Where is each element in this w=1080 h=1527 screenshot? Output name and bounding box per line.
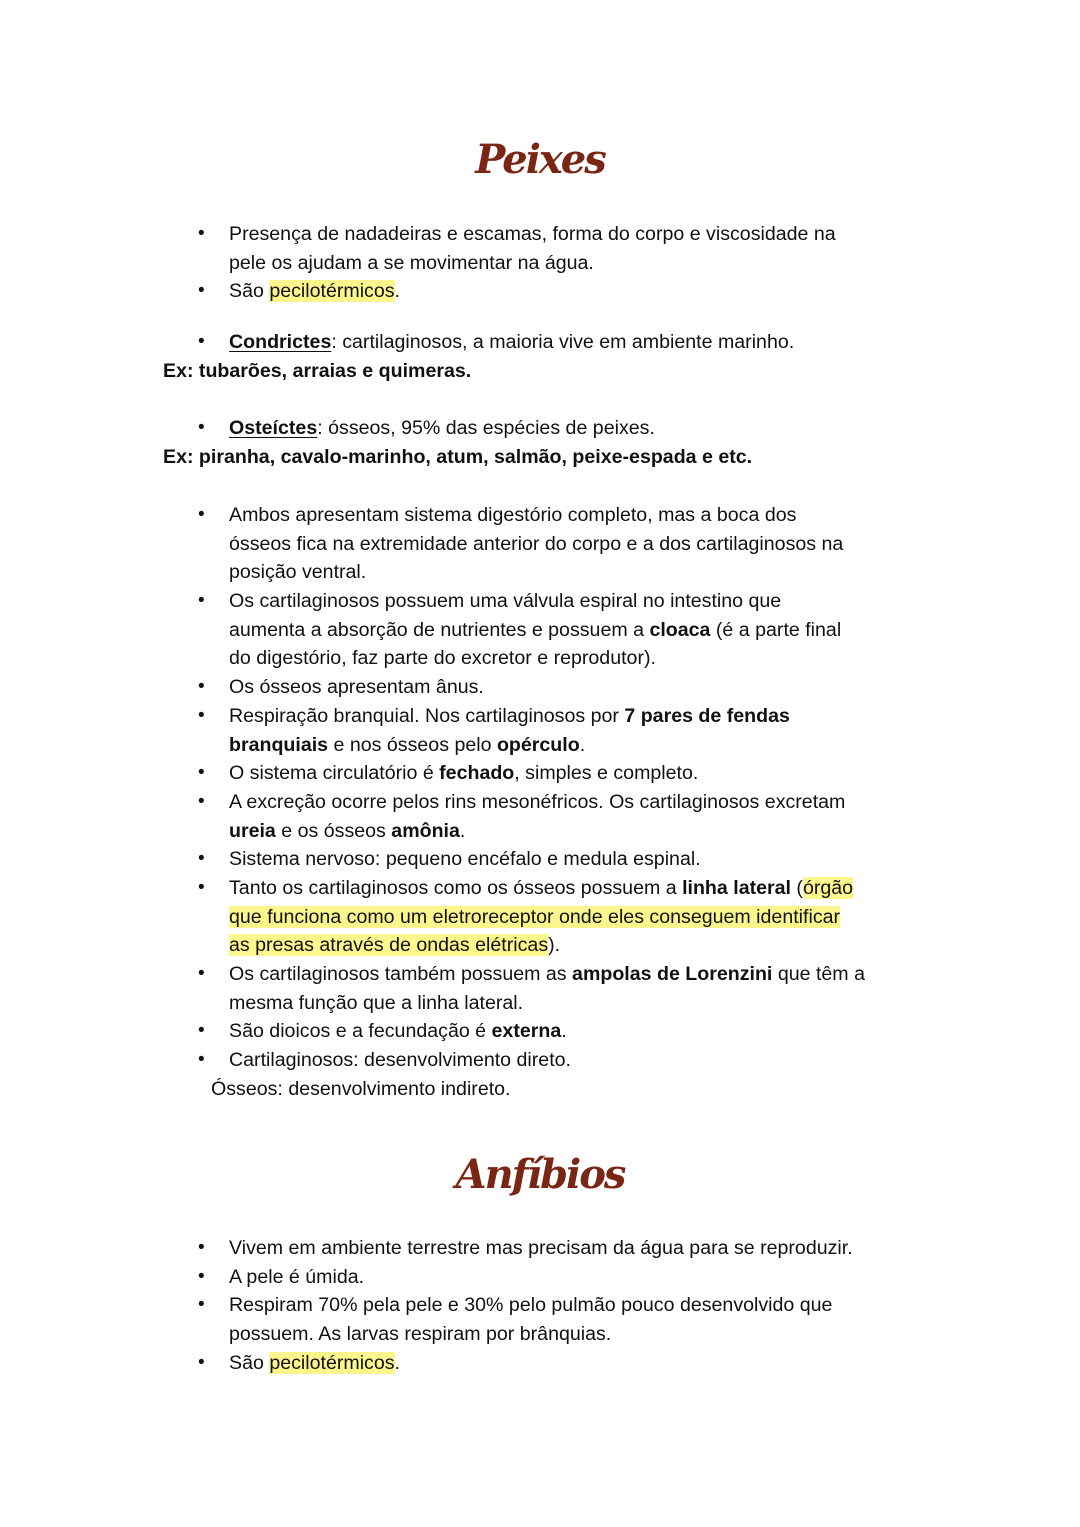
- list-item-line: [0, 1017, 1080, 1046]
- list-item-line: [0, 1075, 1080, 1104]
- list-item-line: [0, 616, 1080, 645]
- list-item-line: [0, 587, 1080, 616]
- text-segment: Cartilaginosos: desenvolvimento direto.: [229, 1049, 571, 1072]
- bullet-icon: •: [198, 331, 205, 352]
- list-item-line: [0, 501, 1080, 530]
- list-item-line: [0, 903, 1080, 932]
- bullet-list: [0, 220, 1080, 306]
- text-segment: ósseos fica na extremidade anterior do corpo e a dos cartilaginosos na: [229, 532, 844, 555]
- text-segment: .: [579, 733, 586, 756]
- line-text: [229, 731, 585, 760]
- line-text: [229, 587, 781, 616]
- list-item-line: [0, 328, 1080, 357]
- text-segment: mesma função que a linha lateral.: [229, 991, 524, 1014]
- line-text: [229, 558, 366, 587]
- line-text: [229, 702, 790, 731]
- line-text: [229, 501, 796, 530]
- bold-text: branquiais: [229, 733, 329, 756]
- bullet-icon: •: [198, 876, 205, 898]
- line-text: [229, 759, 698, 788]
- bullet-icon: •: [198, 590, 205, 612]
- list-item-line: [0, 1291, 1080, 1320]
- text-segment: Os cartilaginosos também possuem as: [229, 963, 573, 985]
- text-segment: e os ósseos: [275, 819, 392, 842]
- line-text: [229, 817, 465, 846]
- highlighted-text: pecilotérmicos: [269, 1351, 395, 1374]
- bullet-icon: •: [198, 704, 205, 726]
- line-text: [229, 960, 865, 989]
- bullet-icon: •: [198, 1265, 205, 1287]
- bold-text: linha lateral: [682, 876, 791, 899]
- list-item-line: [0, 249, 1080, 278]
- list-item-line: [0, 673, 1080, 702]
- bold-text: Condrictes: [229, 331, 332, 353]
- bullet-icon: •: [198, 676, 205, 698]
- list-item-line: [0, 1263, 1080, 1292]
- bold-text: opérculo: [496, 733, 580, 756]
- text-segment: : ósseos, 95% das espécies de peixes.: [317, 417, 655, 439]
- line-text: [229, 249, 594, 278]
- bold-text: Ex: tubarões, arraias e quimeras.: [163, 359, 472, 382]
- line-text: [229, 277, 400, 306]
- line-text: [229, 788, 845, 817]
- bullet-list: [0, 1234, 1080, 1377]
- text-segment: (é a parte final: [710, 618, 842, 641]
- line-text: [163, 443, 752, 472]
- text-segment: São: [229, 280, 270, 303]
- line-text: [211, 1075, 511, 1104]
- bold-text: externa: [491, 1020, 562, 1043]
- text-segment: A excreção ocorre pelos rins mesonéfricos. Os cartilaginosos excretam: [229, 790, 846, 813]
- text-segment: Vivem em ambiente terrestre mas precisam da água para se reproduzir.: [229, 1237, 853, 1259]
- text-segment: ).: [548, 934, 561, 957]
- bullet-icon: •: [198, 1294, 205, 1316]
- text-segment: .: [394, 1351, 400, 1374]
- list-item-line: [0, 277, 1080, 306]
- text-segment: A pele é úmida.: [229, 1265, 365, 1288]
- list-item-line: [0, 1046, 1080, 1075]
- bold-text: 7 pares de fendas: [624, 704, 790, 727]
- list-item-line: [0, 817, 1080, 846]
- bullet-icon: •: [198, 417, 205, 438]
- line-text: [229, 1046, 571, 1075]
- text-segment: Ambos apresentam sistema digestório completo, mas a boca dos: [229, 504, 797, 526]
- bold-text: Osteíctes: [229, 417, 318, 439]
- text-segment: Ósseos: desenvolvimento indireto.: [211, 1077, 511, 1100]
- bullet-list: [0, 328, 1080, 385]
- line-text: [229, 673, 484, 702]
- bold-text: ureia: [229, 819, 276, 842]
- bold-text: Ex: piranha, cavalo-marinho, atum, salmão, peixe-espada e etc.: [163, 445, 753, 468]
- line-text: [229, 874, 853, 903]
- text-segment: Sistema nervoso: pequeno encéfalo e medula espinal.: [229, 848, 701, 871]
- bullet-icon: •: [198, 280, 205, 302]
- text-segment: Respiram 70% pela pele e 30% pelo pulmão pouco desenvolvido que: [229, 1294, 833, 1317]
- text-segment: (: [790, 876, 803, 899]
- line-text: [229, 1234, 853, 1263]
- list-item-line: [0, 960, 1080, 989]
- bullet-icon: •: [198, 790, 205, 812]
- example-line: [0, 357, 1080, 386]
- text-segment: São dioicos e a fecundação é: [229, 1020, 492, 1043]
- bullet-icon: •: [198, 762, 205, 784]
- example-line: [0, 443, 1080, 472]
- list-item-line: [0, 759, 1080, 788]
- bold-text: cloaca: [649, 618, 711, 641]
- list-item-line: [0, 414, 1080, 443]
- bullet-icon: •: [198, 1351, 205, 1373]
- section-title: Peixes: [475, 136, 605, 183]
- line-text: [163, 357, 471, 386]
- bullet-icon: •: [198, 848, 205, 870]
- highlighted-text: as presas através de ondas elétricas: [229, 934, 549, 957]
- line-text: [229, 530, 843, 559]
- list-item-line: [0, 558, 1080, 587]
- line-text: [229, 220, 836, 249]
- text-segment: Os cartilaginosos possuem uma válvula espiral no intestino que: [229, 590, 782, 613]
- line-text: [229, 1291, 832, 1320]
- bullet-icon: •: [198, 1020, 205, 1042]
- text-segment: posição ventral.: [229, 561, 367, 584]
- list-item-line: [0, 702, 1080, 731]
- line-text: [229, 989, 523, 1018]
- text-segment: Respiração branquial. Nos cartilaginosos por: [229, 704, 625, 727]
- line-text: [229, 845, 701, 874]
- text-segment: pele os ajudam a se movimentar na água.: [229, 251, 594, 274]
- bullet-icon: •: [198, 963, 205, 984]
- line-text: [229, 1320, 611, 1349]
- text-segment: do digestório, faz parte do excretor e reprodutor).: [229, 647, 656, 670]
- highlighted-text: órgão: [802, 876, 854, 899]
- text-segment: possuem. As larvas respiram por brânquias.: [229, 1323, 612, 1346]
- bullet-icon: •: [198, 223, 205, 244]
- list-item-line: [0, 931, 1080, 960]
- line-text: [229, 1349, 400, 1378]
- text-segment: aumenta a absorção de nutrientes e possuem a: [229, 618, 650, 641]
- list-item-line: [0, 220, 1080, 249]
- line-text: [229, 414, 655, 443]
- bold-text: fechado: [439, 762, 515, 785]
- list-item-line: [0, 530, 1080, 559]
- text-segment: Presença de nadadeiras e escamas, forma do corpo e viscosidade na: [229, 223, 836, 245]
- text-segment: Os ósseos apresentam ânus.: [229, 676, 484, 699]
- text-segment: .: [561, 1020, 567, 1043]
- text-segment: .: [394, 280, 400, 303]
- text-segment: : cartilaginosos, a maioria vive em ambiente marinho.: [331, 331, 795, 353]
- list-item-line: [0, 874, 1080, 903]
- list-item-line: [0, 788, 1080, 817]
- line-text: [229, 328, 794, 357]
- bullet-icon: •: [198, 504, 205, 525]
- list-item-line: [0, 644, 1080, 673]
- line-text: [229, 644, 656, 673]
- text-segment: O sistema circulatório é: [229, 762, 440, 785]
- list-item-line: [0, 731, 1080, 760]
- line-text: [229, 931, 560, 960]
- list-item-line: [0, 1349, 1080, 1378]
- section-title: Anfíbios: [455, 1151, 625, 1198]
- bullet-list: [0, 501, 1080, 1103]
- list-item-line: [0, 989, 1080, 1018]
- list-item-line: [0, 845, 1080, 874]
- bullet-list: [0, 414, 1080, 471]
- list-item-line: [0, 1320, 1080, 1349]
- bullet-icon: •: [198, 1049, 205, 1071]
- bold-text: amônia: [391, 819, 460, 842]
- text-segment: Tanto os cartilaginosos como os ósseos possuem a: [229, 876, 683, 899]
- highlighted-text: que funciona como um eletroreceptor onde eles conseguem identificar: [229, 905, 841, 928]
- highlighted-text: pecilotérmicos: [269, 280, 395, 303]
- bullet-icon: •: [198, 1237, 205, 1258]
- text-segment: .: [459, 819, 466, 842]
- text-segment: que têm a: [772, 963, 865, 985]
- line-text: [229, 903, 840, 932]
- text-segment: e nos ósseos pelo: [328, 733, 497, 756]
- line-text: [229, 1263, 364, 1292]
- line-text: [229, 616, 841, 645]
- text-segment: , simples e completo.: [514, 762, 699, 785]
- line-text: [229, 1017, 567, 1046]
- text-segment: São: [229, 1351, 270, 1374]
- list-item-line: [0, 1234, 1080, 1263]
- bold-text: ampolas de Lorenzini: [572, 963, 773, 985]
